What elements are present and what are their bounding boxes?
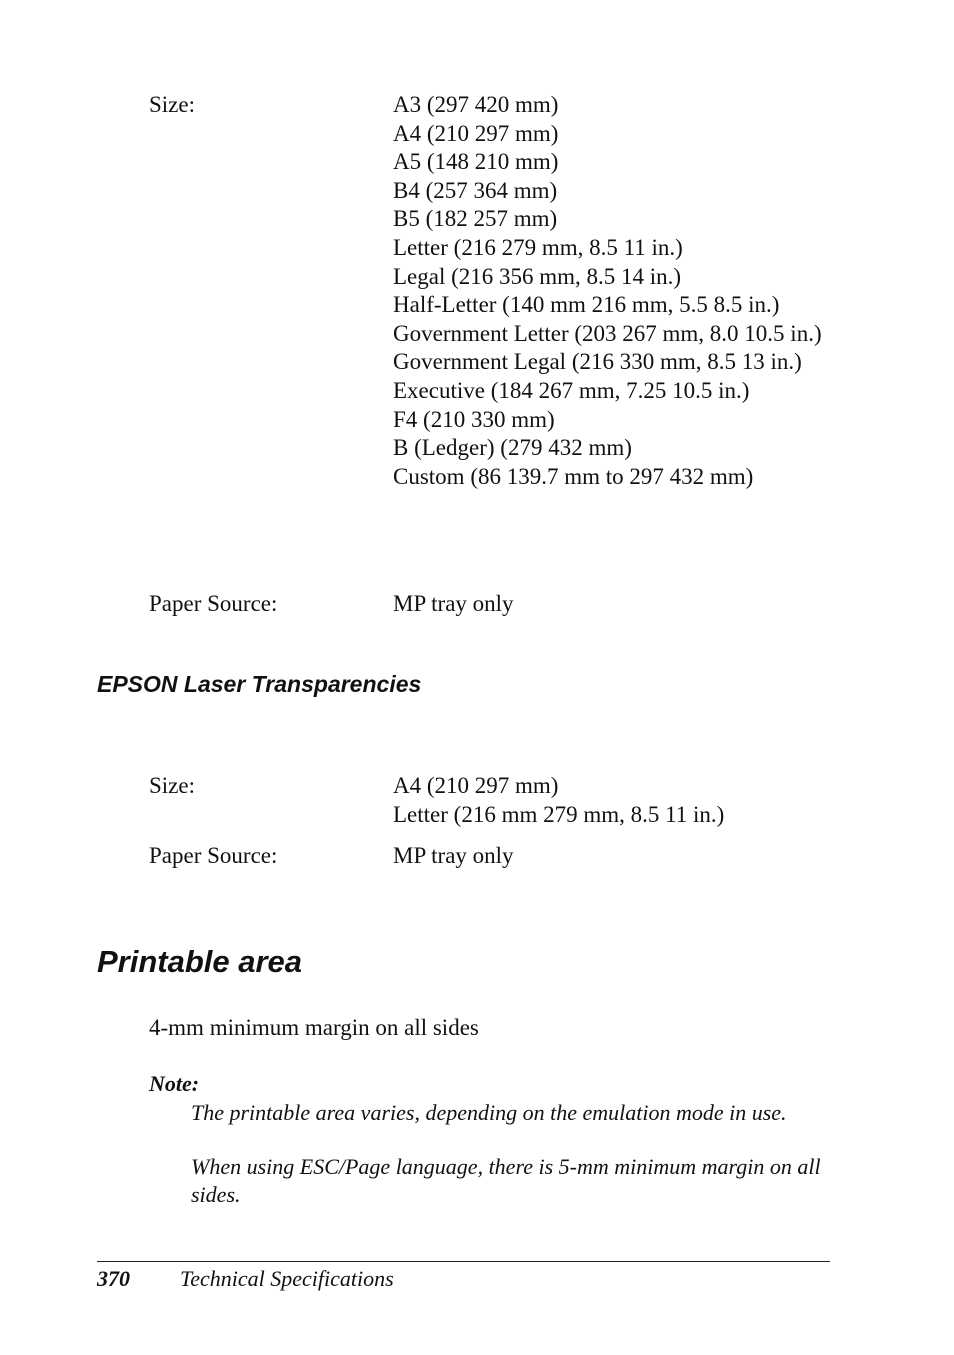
size-item: F4 (210 330 mm) xyxy=(393,406,555,432)
page-number: 370 xyxy=(97,1266,130,1291)
transparencies-heading: EPSON Laser Transparencies xyxy=(97,671,422,697)
paper-source-value: MP tray only xyxy=(393,591,514,616)
size-item: A3 (297 420 mm) xyxy=(393,92,559,117)
size-item: B4 (257 364 mm) xyxy=(393,177,558,203)
paper-source-label: Paper Source: xyxy=(149,591,278,616)
size-item: Custom (86 139.7 mm to 297 432 mm) xyxy=(393,463,754,489)
printable-area-heading: Printable area xyxy=(97,944,303,979)
transparencies-source-label: Paper Source: xyxy=(149,843,278,868)
size-item: Half-Letter (140 mm 216 mm, 5.5 8.5 in.) xyxy=(393,292,780,318)
note-title: Note: xyxy=(149,1071,200,1096)
size-item: B5 (182 257 mm) xyxy=(393,206,558,232)
size-item: A5 (148 210 mm) xyxy=(393,149,559,175)
size-item: B (Ledger) (279 432 mm) xyxy=(393,435,632,461)
transparencies-size-label: Size: xyxy=(149,773,195,798)
size-item: Government Legal (216 330 mm, 8.5 13 in.) xyxy=(393,349,802,375)
size-item: Government Letter (203 267 mm, 8.0 10.5 in.) xyxy=(393,320,822,346)
size-item: Letter (216 279 mm, 8.5 11 in.) xyxy=(393,234,683,260)
footer-divider xyxy=(97,1261,830,1262)
note-text: When using ESC/Page language, there is 5-mm minimum margin on all sides. xyxy=(191,1154,821,1207)
transparencies-source-value: MP tray only xyxy=(393,843,514,868)
size-label: Size: xyxy=(149,92,195,117)
size-list xyxy=(393,91,833,491)
size-item: A4 (210 297 mm) xyxy=(393,773,559,798)
note-text: The printable area varies, depending on the emulation mode in use. xyxy=(191,1100,787,1125)
size-item: A4 (210 297 mm) xyxy=(393,120,559,146)
margin-text: 4-mm minimum margin on all sides xyxy=(149,1015,479,1040)
size-item: Legal (216 356 mm, 8.5 14 in.) xyxy=(393,263,682,289)
footer-title: Technical Specifications xyxy=(180,1266,394,1291)
size-item: Letter (216 mm 279 mm, 8.5 11 in.) xyxy=(393,801,725,827)
size-item: Executive (184 267 mm, 7.25 10.5 in.) xyxy=(393,377,750,403)
transparencies-size-list xyxy=(393,772,833,829)
